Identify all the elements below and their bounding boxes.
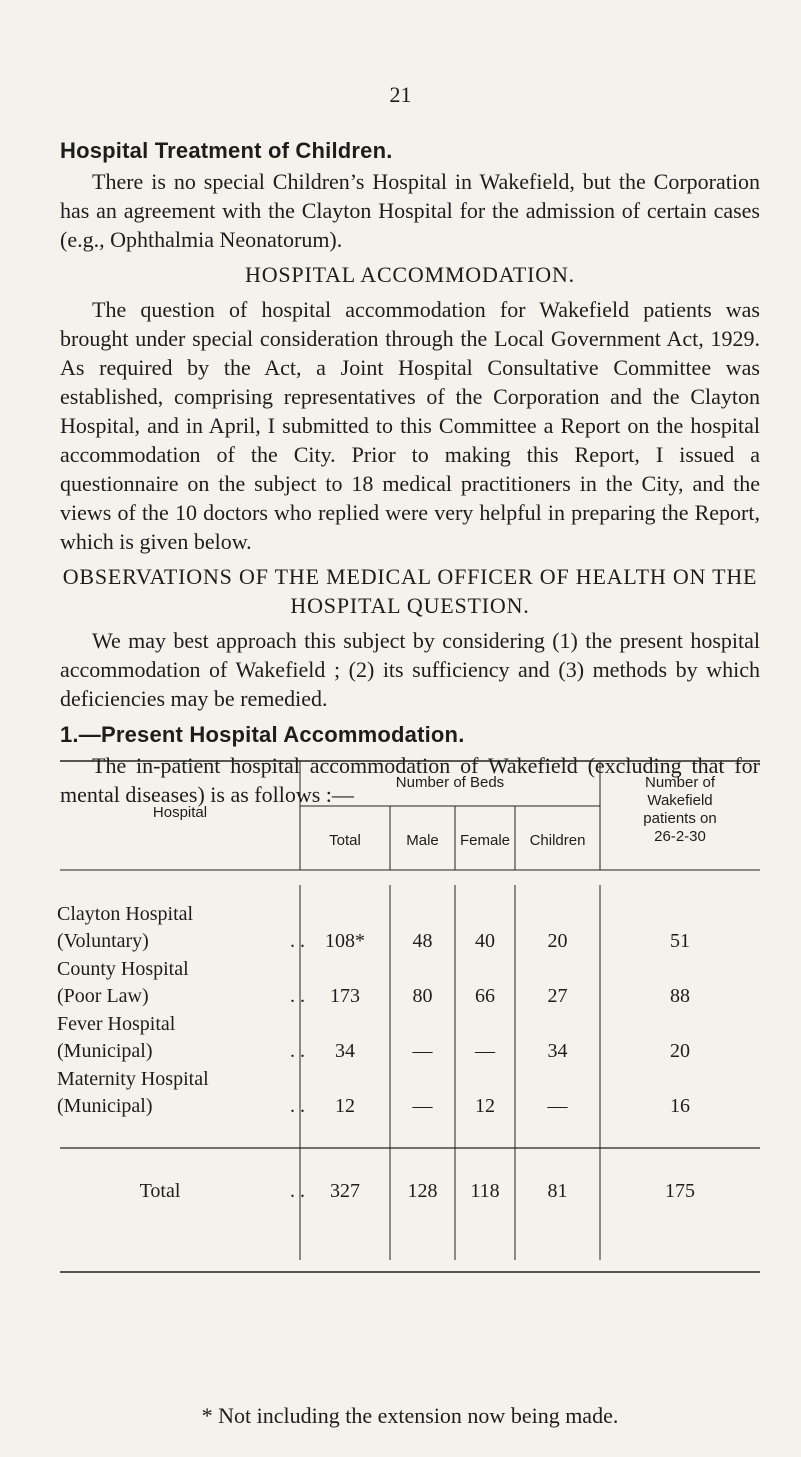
para-children-treatment: There is no special Children’s Hospital in Wakefield, but the Corporation has an agreement with the Clayton Hospital for the admission of certain cases (e.g., Ophthalmia Neonatorum). (60, 169, 760, 252)
heading-children-treatment: Hospital Treatment of Children. (60, 138, 393, 163)
header-patients (600, 774, 760, 846)
header-total: Total (329, 832, 361, 849)
row-4-name-line2: (Municipal) (57, 1095, 153, 1117)
row-1-name-line2: (Voluntary) (57, 930, 149, 952)
row-3-name-line2: (Municipal) (57, 1040, 153, 1062)
row-1-dots: . . (290, 930, 305, 952)
footnote: * Not including the extension now being made. (201, 1403, 619, 1428)
row-2-name-line2: (Poor Law) (57, 985, 149, 1007)
row-4-total: 12 (335, 1095, 355, 1117)
para-observations: We may best approach this subject by considering (1) the present hospital accommodation of Wakefield ; (2) its sufficiency and (3) methods by which deficiencies may be remedied. (60, 628, 760, 711)
header-patients-line2: Wakefield (647, 792, 713, 809)
header-hospital: Hospital (152, 804, 208, 821)
header-patients-line3: patients on (643, 810, 717, 827)
heading-hospital-accommodation: HOSPITAL ACCOMMODATION. (245, 262, 575, 287)
row-4-dots: . . (290, 1095, 305, 1117)
row-2-female: 66 (475, 985, 495, 1007)
heading-observations: OBSERVATIONS OF THE MEDICAL OFFICER OF HEALTH ON THE HOSPITAL QUESTION. (62, 564, 758, 618)
row-2-male: 80 (412, 985, 433, 1007)
header-female: Female (459, 832, 511, 849)
row-2-children: 27 (547, 985, 568, 1007)
row-1-female: 40 (475, 930, 495, 952)
row-4-name-line1: Maternity Hospital (57, 1068, 209, 1090)
row-3-male: — (412, 1040, 433, 1062)
heading-present-accommodation: 1.—Present Hospital Accommodation. (60, 722, 465, 747)
row-2-dots: . . (290, 985, 305, 1007)
row-3-total: 34 (335, 1040, 355, 1062)
report-content (57, 135, 760, 1202)
row-4-female: 12 (475, 1095, 495, 1117)
row-1-children: 20 (547, 930, 568, 952)
row-3-dots: . . (290, 1040, 305, 1062)
header-children: Children (529, 832, 586, 849)
para-present-accommodation: The in-patient hospital accommodation of Wakefield (excluding that for mental diseases) is as follows :— (60, 753, 760, 807)
para-hospital-accommodation: The question of hospital accommodation for Wakefield patients was brought under special consideration through the Local Government Act, 1929. As required by the Act, a Joint Hospital Consultative Committee was established, comprising representatives of the Corporation and the Clayton Hospital, and in April, I submitted to this Committee a Report on the hospital accommodation of the City. Prior to making this Report, I issued a questionnaire on the subject to 18 medical practitioners in the City, and the views of the 10 doctors who replied were very helpful in preparing the Report, which is given below. (60, 297, 760, 554)
page-number: 21 (389, 82, 412, 107)
row-3-children: 34 (547, 1040, 568, 1062)
row-2-name-line1: County Hospital (57, 958, 189, 980)
row-1-name-line1: Clayton Hospital (57, 903, 194, 925)
totals-male: 128 (407, 1180, 438, 1202)
row-4-male: — (412, 1095, 433, 1117)
header-male: Male (406, 832, 439, 849)
accommodation-table (57, 760, 760, 1315)
totals-dots: . . (290, 1180, 305, 1202)
row-3-female: — (475, 1040, 495, 1062)
row-1-male: 48 (412, 930, 433, 952)
row-3-patients: 20 (670, 1040, 690, 1062)
row-4-children: — (547, 1095, 568, 1117)
totals-female: 118 (470, 1180, 500, 1202)
totals-children: 81 (547, 1180, 568, 1202)
totals-patients: 175 (665, 1180, 695, 1202)
totals-total: 327 (330, 1180, 360, 1202)
row-1-patients: 51 (670, 930, 690, 952)
row-1-total: 108* (325, 930, 365, 952)
header-patients-line1: Number of (644, 774, 716, 791)
row-2-total: 173 (330, 985, 360, 1007)
header-patients-line4: 26-2-30 (654, 828, 706, 845)
row-4-patients: 16 (670, 1095, 690, 1117)
totals-label: Total (139, 1180, 181, 1202)
header-number-of-beds: Number of Beds (395, 774, 505, 791)
row-2-patients: 88 (670, 985, 690, 1007)
row-3-name-line1: Fever Hospital (57, 1013, 176, 1035)
